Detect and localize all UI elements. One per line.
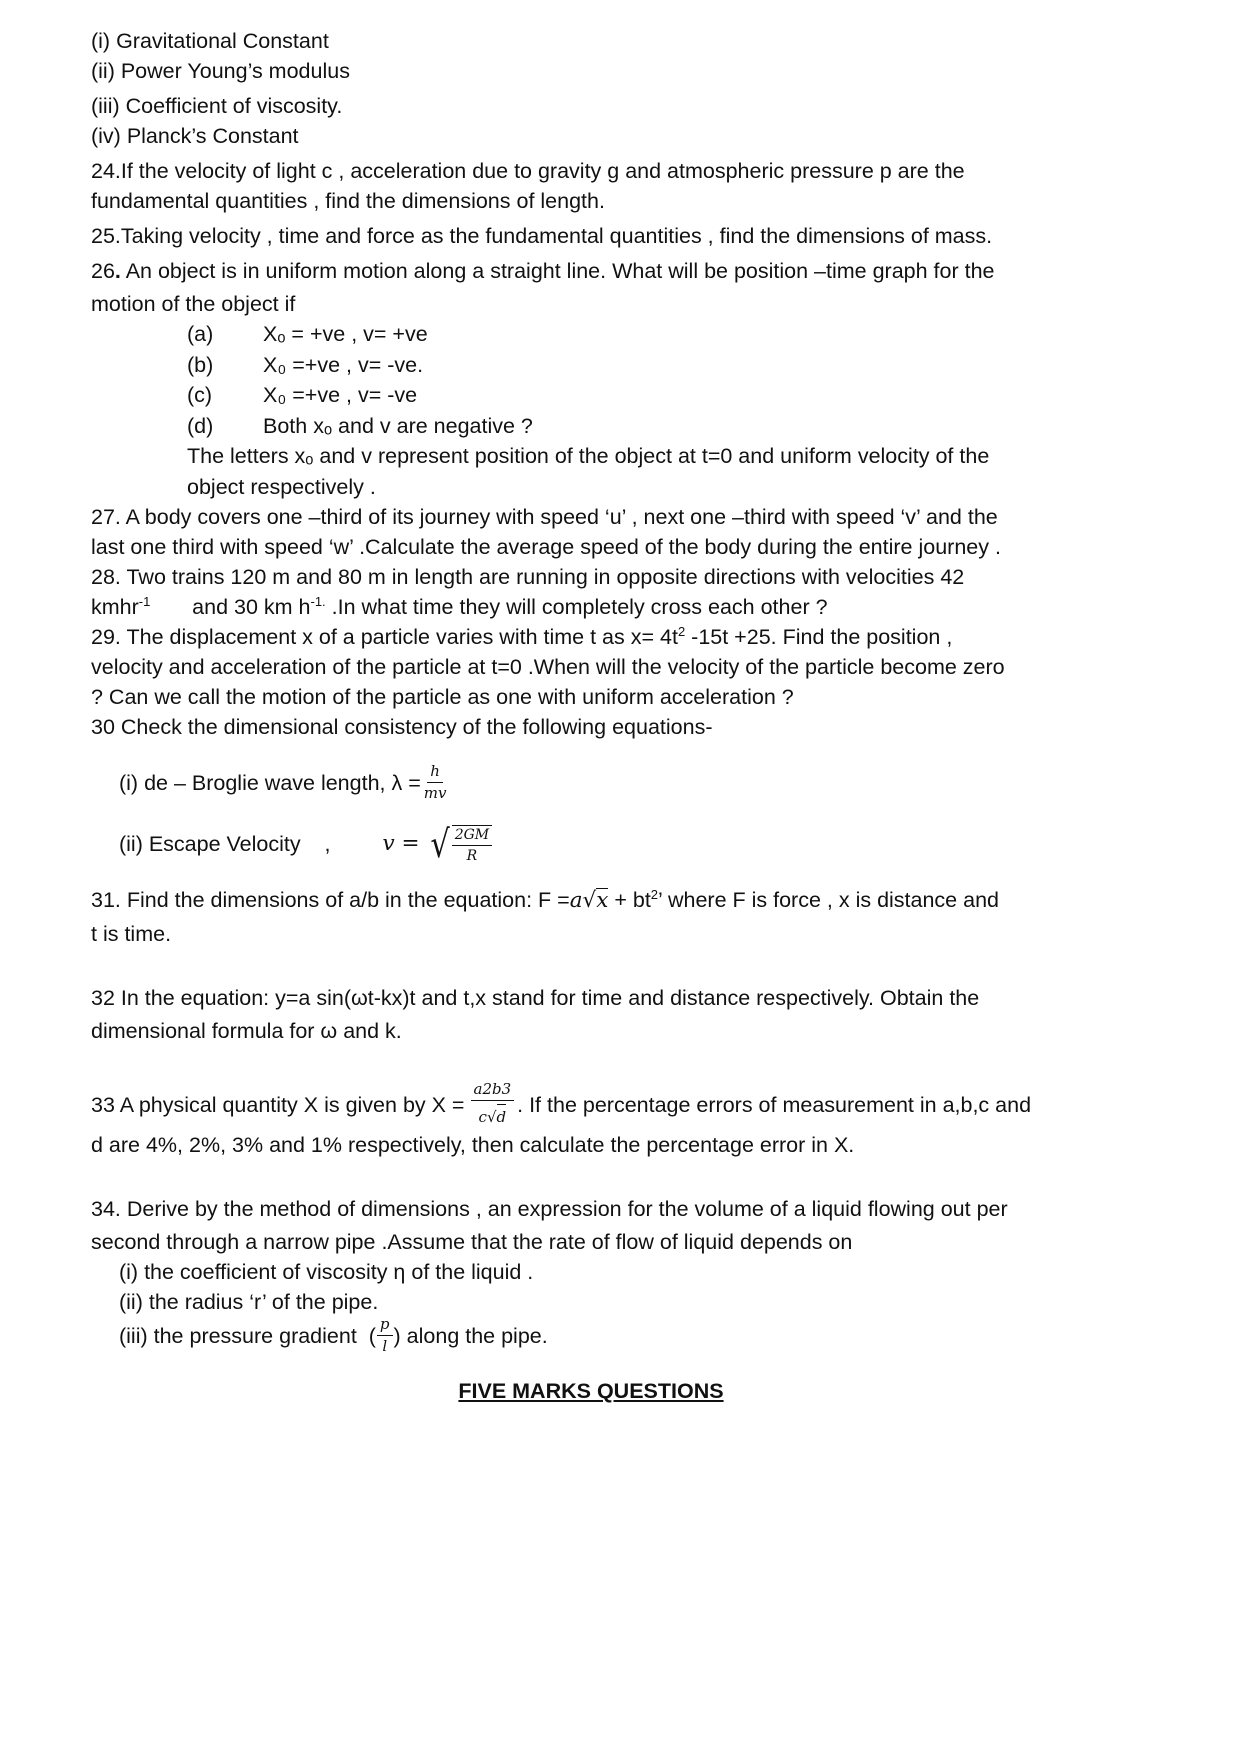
list-item: (i) the coefficient of viscosity η of the liquid . (119, 1260, 534, 1284)
note: The letters xₒ and v represent position of the object at t=0 and uniform velocity of the (187, 444, 990, 468)
question-31: 31. Find the dimensions of a/b in the equation: F =a √ x + $bt^2$’ where F is force , x is distance and t is time. (91, 886, 999, 946)
section-heading: FIVE MARKS QUESTIONS (458, 1379, 724, 1403)
list-item: (ii) the radius ‘r’ of the pipe. (119, 1290, 379, 1314)
option-d: (d) Both xₒ and v are negative ? (187, 413, 533, 438)
question-33: 33 A physical quantity X is given by X = a2b3 c √ d . If the percentage errors of measurement in a,b,c and d are 4%, 2%, 3% and 1% respectively, then calculate the percentage error in X. (91, 1080, 1032, 1157)
list-item: (iii) Coefficient of viscosity. (91, 94, 343, 118)
question-26: 26. An object is in uniform motion along a straight line. What will be position –time graph for the motion of the object if (a) Xₒ = +ve , v= +ve (b) X₀ =+ve , v= -ve. (c) X₀ =+ve , v= -ve (d) Both xₒ and v are negative ? The letters xₒ and v represent position of the object at t=0 and uniform velocity of the object respectively . (91, 256, 1191, 502)
question-24: 24.If the velocity of light c , acceleration due to gravity g and atmospheric pressure p are the fundamental quantities , find the dimensions of length. (91, 159, 965, 213)
option-c: (c) X₀ =+ve , v= -ve (187, 383, 418, 407)
question-30: 30 Check the dimensional consistency of the following equations- (i) de – Broglie wave length, λ = $\frac{h}{mv}$ (ii) Escape Velocity , v = √ $\frac{2GM}{R}$ (91, 712, 1191, 863)
list-item: (ii) Power Young’s modulus (91, 59, 350, 83)
equation-escape-velocity: (ii) Escape Velocity , v = √ $\frac{2GM}{R}$ (119, 825, 1191, 863)
question-27: 27. A body covers one –third of its journey with speed ‘u’ , next one –third with speed ‘v’ and the last one third with speed ‘w’ .Calculate the average speed of the body during the entire journey . (91, 505, 1001, 559)
list-item: (iii) the pressure gradient ( $\frac{p}{l}$ ) along the pipe. (119, 1315, 548, 1355)
options-list (187, 319, 1191, 441)
question-25: 25.Taking velocity , time and force as the fundamental quantities , find the dimensions of mass. (91, 224, 993, 248)
question-29: 29. The displacement x of a particle varies with time t as $x= 4t^2$ -15t +25. Find the position , velocity and acceleration of the particle at t=0 .When will the velocity of the particle become zero ? Can we call the motion of the particle as one with uniform acceleration ? (91, 623, 1005, 709)
option-b: (b) X₀ =+ve , v= -ve. (187, 352, 424, 377)
question-28: 28. Two trains 120 m and 80 m in length are running in opposite directions with velocities 42 kmhr$^{-1}$ and 30 km $h^{-1.}$ .In what time they will completely cross each other ? (91, 565, 965, 619)
question-32: 32 In the equation: y=a sin(ωt-kx)t and t,x stand for time and distance respectively. Obtain the dimensional formula for ω and k. (91, 986, 980, 1043)
question-34: 34. Derive by the method of dimensions , an expression for the volume of a liquid flowing out per second through a narrow pipe .Assume that the rate of flow of liquid depends on (i) the coefficient of viscosity η of the liquid . (ii) the radius ‘r’ of the pipe. (iii) the pressure gradient ( $\frac{p}{l}$ ) along the pipe. (91, 1194, 1191, 1354)
equation-de-broglie: (i) de – Broglie wave length, λ = $\frac{h}{mv}$ (119, 762, 447, 802)
option-a: (a) Xₒ = +ve , v= +ve (187, 322, 428, 346)
list-item: (iv) Planck’s Constant (91, 124, 299, 148)
square-root: √ $\frac{2GM}{R}$ (428, 825, 493, 863)
document-page (91, 26, 1191, 1406)
list-item: (i) Gravitational Constant (91, 29, 329, 53)
